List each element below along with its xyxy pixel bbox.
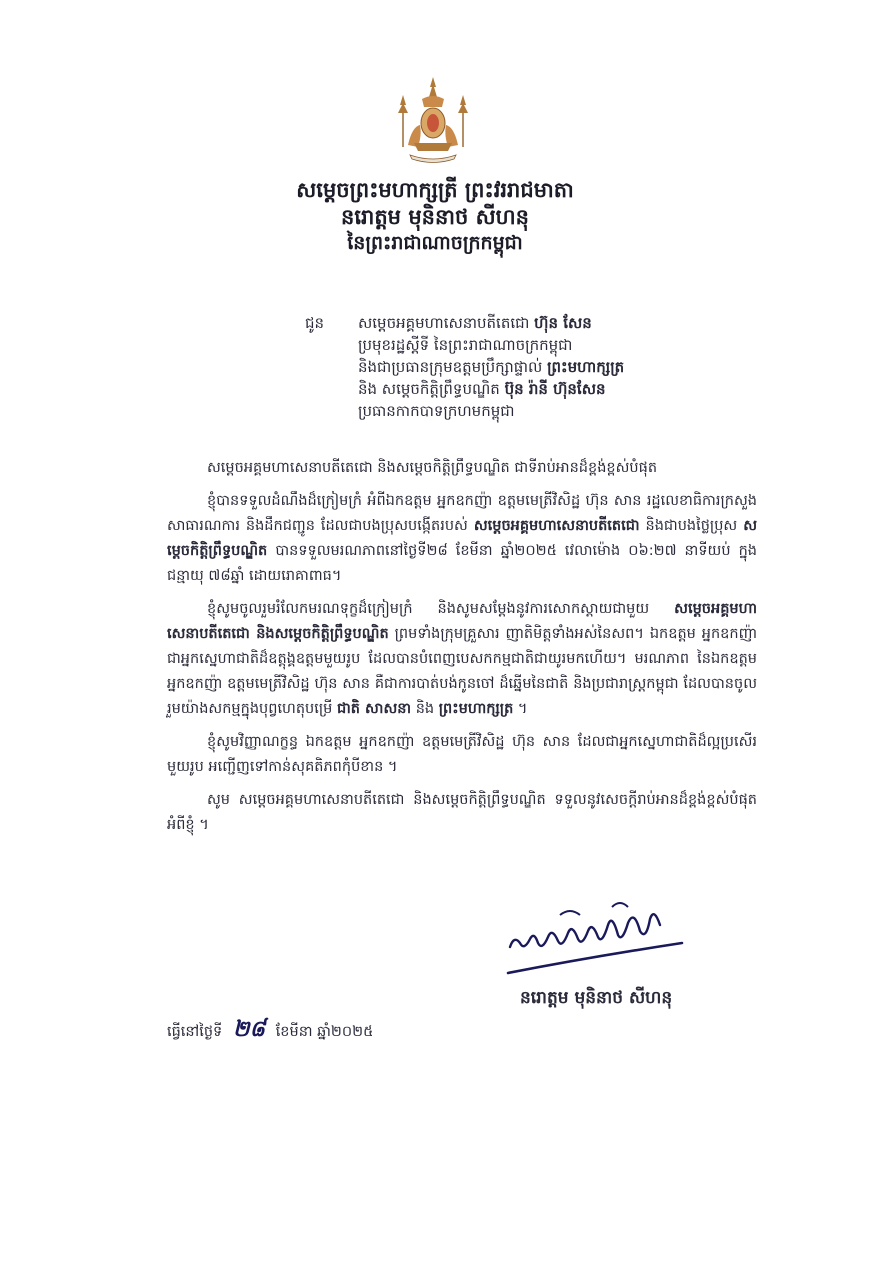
- salutation: សម្តេចអគ្គមហាសេនាបតីតេជោ និងសម្តេចកិត្តិព្រឹទ្ធបណ្ឌិត ជាទីរាប់អានដ៏ខ្ពង់ខ្ពស់បំផុត: [207, 460, 658, 476]
- recipient-label: ជូន: [305, 314, 325, 332]
- paragraph-1-bold-d: សម្តេចកិត្តិព្រឹទ្ធបណ្ឌិត: [167, 518, 758, 559]
- letter-header: [200, 176, 670, 257]
- recipient-line-5: ប្រធានកាកបាទក្រហមកម្ពុជា: [358, 402, 515, 420]
- letter-body: [167, 456, 757, 846]
- recipient-line-3-text: និងជាប្រធានក្រុមឧត្តមប្រឹក្សាផ្ទាល់: [358, 358, 543, 376]
- date-day-handwritten: ២៨: [232, 1016, 266, 1042]
- recipient-title: សម្តេចអគ្គមហាសេនាបតីតេជោ: [358, 314, 530, 332]
- header-name-line: នរោត្តម មុនិនាថ សីហនុ: [341, 204, 529, 229]
- paragraph-2-bold-b: សម្តេចអគ្គមហាសេនាបតីតេជោ និងសម្តេចកិត្តិព្រឹទ្ធបណ្ឌិត: [167, 601, 758, 642]
- paragraph-2-text-c: ព្រមទាំងក្រុមគ្រួសារ ញាតិមិត្តទាំងអស់នៃសព។ ឯកឧត្តម អ្នកឧកញ៉ា ជាអ្នកស្នេហាជាតិដ៏ឧត្តុង្គឧត្តមមួយរូប ដែលបានបំពេញបេសកកម្មជាតិជាយូរមកហើយ។ មរណភាព នៃឯកឧត្តម អ្នកឧកញ៉ា ឧត្តមមេត្រីវិសិដ្ឋ ហ៊ុន សាន គឺជាការបាត់បង់កូនចៅ ដ៏ឆ្នើមនៃជាតិ និងប្រជារាស្ត្រកម្ពុជា ដែលបានចូលរួមយ៉ាងសកម្មក្នុងបុព្វហេតុបម្រើ: [167, 626, 757, 717]
- recipient-line-4-bold: ប៊ុន រ៉ានី ហ៊ុនសែន: [504, 380, 606, 398]
- paragraph-1-text-e: បានទទួលមរណភាពនៅថ្ងៃទី២៨ ខែមីនា ឆ្នាំ២០២៥ វេលាម៉ោង ០៦:២៧ នាទីយប់ ក្នុងជន្មាយុ ៧៨ឆ្នាំ ដោយរោគាពាធ។: [167, 543, 757, 584]
- paragraph-2-text-g: ។: [517, 701, 528, 717]
- royal-emblem-icon: [392, 75, 474, 165]
- paragraph-1-bold-b: សម្តេចអគ្គមហាសេនាបតីតេជោ: [473, 518, 640, 534]
- paragraph-2-bold-f: ព្រះមហាក្សត្រ: [438, 701, 514, 717]
- paragraph-2-bold-d: ជាតិ សាសនា: [337, 701, 412, 717]
- recipient-line-4: [358, 378, 738, 400]
- handwritten-signature: [500, 885, 690, 980]
- header-title-line: សម្តេចព្រះមហាក្សត្រី ព្រះវររាជមាតា: [296, 177, 574, 202]
- paragraph-1: [167, 489, 757, 589]
- recipient-line-3-bold: ព្រះមហាក្សត្រ: [547, 358, 625, 376]
- recipient-line-2: ប្រមុខរដ្ឋស្តីទី នៃព្រះរាជាណាចក្រកម្ពុជា: [358, 336, 573, 354]
- date-month-year: ខែមីនា ឆ្នាំ២០២៥: [275, 1024, 374, 1040]
- signer-name: នរោត្តម មុនិនាថ សីហនុ: [520, 988, 673, 1008]
- paragraph-1-text-c: និងជាបងថ្លៃប្រុស: [645, 518, 738, 534]
- date-line: [167, 1015, 373, 1047]
- paragraph-4: សូម សម្តេចអគ្គមហាសេនាបតីតេជោ និងសម្តេចកិត្តិព្រឹទ្ធបណ្ឌិត ទទួលនូវសេចក្តីរាប់អានដ៏ខ្ពង់ខ្ពស់បំផុត អំពីខ្ញុំ ។: [167, 792, 757, 833]
- header-kingdom-line: នៃព្រះរាជាណាចក្រកម្ពុជា: [347, 232, 523, 254]
- recipient-line-3: [358, 356, 738, 378]
- paragraph-3: ខ្ញុំសូមវិញ្ញាណក្ខន្ធ ឯកឧត្តម អ្នកឧកញ៉ា ឧត្តមមេត្រីវិសិដ្ឋ ហ៊ុន សាន ដែលជាអ្នកស្នេហាជាតិដ៏ល្អប្រសើរមួយរូប អញ្ជើញទៅកាន់សុគតិភពកុំបីខាន ។: [167, 734, 757, 775]
- paragraph-2-text-e: និង: [415, 701, 435, 717]
- recipient-lines: [358, 312, 738, 422]
- paragraph-2: [167, 597, 757, 722]
- recipient-name: ហ៊ុន សែន: [534, 314, 592, 332]
- paragraph-2-text-a: ខ្ញុំសូមចូលរួមរំលែកមរណទុក្ខដ៏ក្រៀមក្រំ និងសូមសម្តែងនូវការសោកស្តាយជាមួយ: [207, 601, 650, 617]
- recipient-line-1: [358, 312, 738, 334]
- recipient-line-4-text: និង សម្តេចកិត្តិព្រឹទ្ធបណ្ឌិត: [358, 380, 500, 398]
- paragraph-1-text-a: ខ្ញុំបានទទួលដំណឹងដ៏ក្រៀមក្រំ អំពីឯកឧត្តម អ្នកឧកញ៉ា ឧត្តមមេត្រីវិសិដ្ឋ ហ៊ុន សាន រដ្ឋលេខាធិការក្រសួងសាធារណការ និងដឹកជញ្ជូន ដែលជាបងប្រុសបង្កើតរបស់: [167, 493, 757, 534]
- date-prefix: ធ្វើនៅថ្ងៃទី: [167, 1024, 223, 1040]
